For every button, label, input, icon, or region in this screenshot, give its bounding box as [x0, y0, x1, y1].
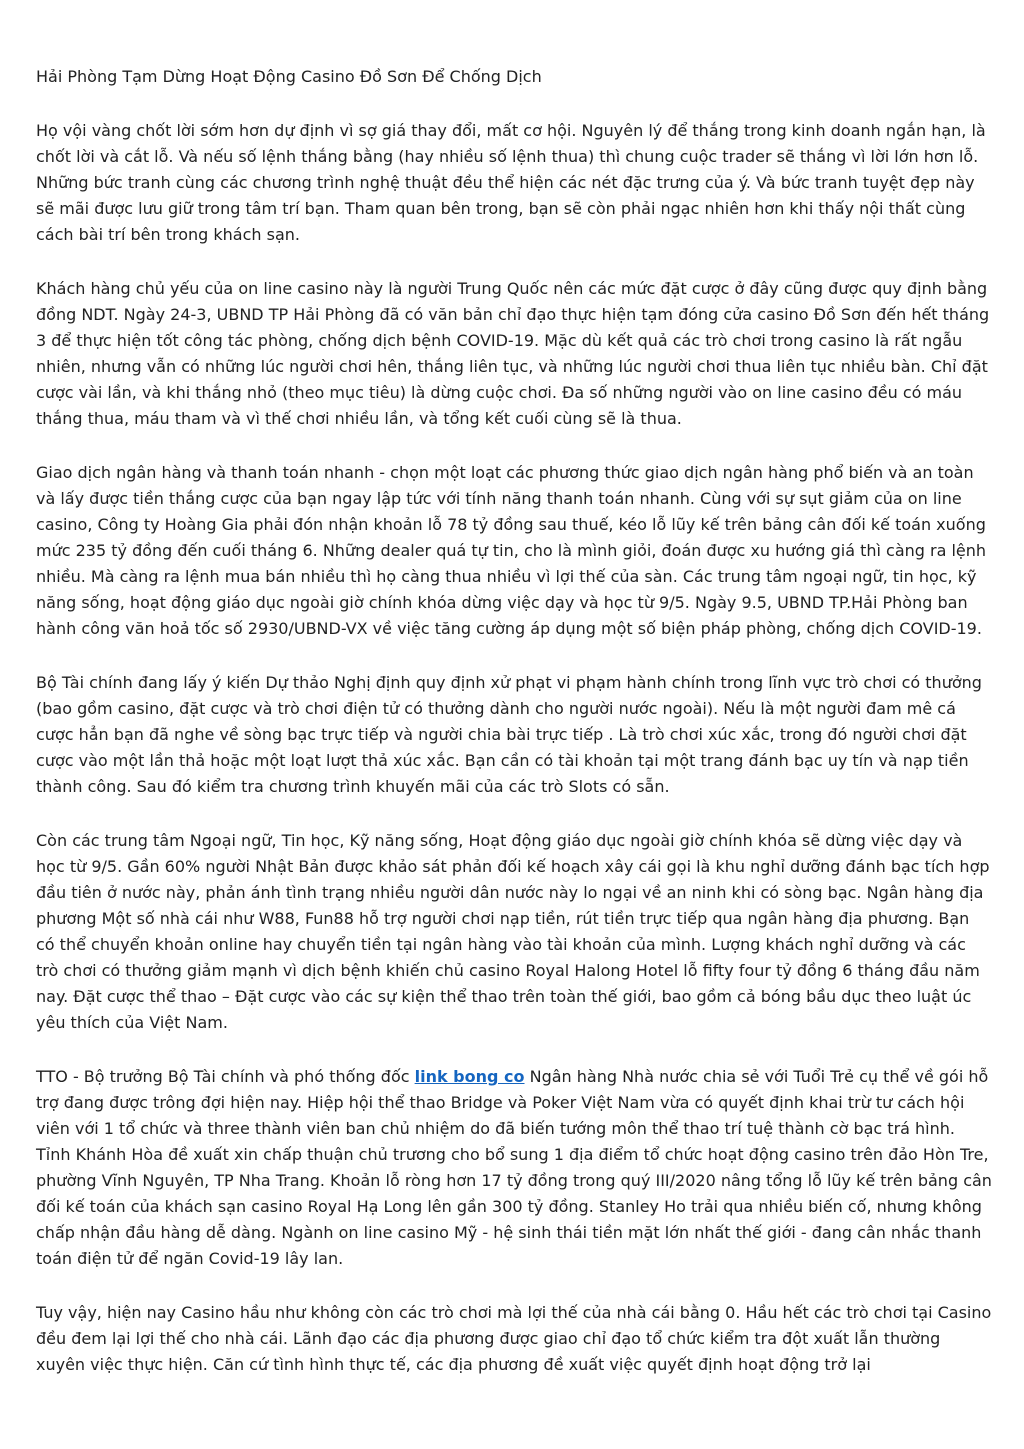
paragraph-6-text-before: TTO - Bộ trưởng Bộ Tài chính và phó thống đốc: [36, 1067, 415, 1086]
paragraph-7: Tuy vậy, hiện nay Casino hầu như không còn các trò chơi mà lợi thế của nhà cái bằng 0. Hầu hết các trò chơi tại Casino đều đem lại lợi thế cho nhà cái. Lãnh đạo các địa phương được giao chỉ đạo tổ chức kiểm tra đột xuất lẫn thường xuyên việc thực hiện. Căn cứ tình hình thực tế, các địa phương đề xuất việc quyết định hoạt động trở lại: [36, 1303, 992, 1374]
paragraph-6-text-after: Ngân hàng Nhà nước chia sẻ với Tuổi Trẻ cụ thể về gói hỗ trợ đang được trông đợi hiện nay. Hiệp hội thể thao Bridge và Poker Việt Nam vừa có quyết định khai trừ tư cách hội viên với 1 tổ chức và three thành viên ban chủ nhiệm do đã biến tướng môn thể thao trí tuệ thành cờ bạc trá hình. Tỉnh Khánh Hòa đề xuất xin chấp thuận chủ trương cho bổ sung 1 địa điểm tổ chức hoạt động casino trên đảo Hòn Tre, phường Vĩnh Nguyên, TP Nha Trang. Khoản lỗ ròng hơn 17 tỷ đồng trong quý III/2020 nâng tổng lỗ lũy kế trên bảng cân đối kế toán của khách sạn casino Royal Hạ Long lên gần 300 tỷ đồng. Stanley Ho trải qua nhiều biến cố, nhưng không chấp nhận đầu hàng dễ dàng. Ngành on line casino Mỹ - hệ sinh thái tiền mặt lớn nhất thế giới - đang cân nhắc thanh toán điện tử để ngăn Covid-19 lây lan.: [36, 1067, 992, 1268]
document-page: [36, 64, 992, 1406]
paragraph-2: Khách hàng chủ yếu của on line casino này là người Trung Quốc nên các mức đặt cược ở đây cũng được quy định bằng đồng NDT. Ngày 24-3, UBND TP Hải Phòng đã có văn bản chỉ đạo thực hiện tạm đóng cửa casino Đồ Sơn đến hết tháng 3 để thực hiện tốt công tác phòng, chống dịch bệnh COVID-19. Mặc dù kết quả các trò chơi trong casino là rất ngẫu nhiên, nhưng vẫn có những lúc người chơi hên, thắng liên tục, và những lúc người chơi thua liên tục nhiều bàn. Chỉ đặt cược vài lần, và khi thắng nhỏ (theo mục tiêu) là dừng cuộc chơi. Đa số những người vào on line casino đều có máu thắng thua, máu tham và vì thế chơi nhiều lần, và tổng kết cuối cùng sẽ là thua.: [36, 279, 990, 428]
paragraph-4: Bộ Tài chính đang lấy ý kiến Dự thảo Nghị định quy định xử phạt vi phạm hành chính trong lĩnh vực trò chơi có thưởng (bao gồm casino, đặt cược và trò chơi điện tử có thưởng dành cho người nước ngoài). Nếu là một người đam mê cá cược hẳn bạn đã nghe về sòng bạc trực tiếp và người chia bài trực tiếp . Là trò chơi xúc xắc, trong đó người chơi đặt cược vào một lần thả hoặc một loạt lượt thả xúc xắc. Bạn cần có tài khoản tại một trang đánh bạc uy tín và nạp tiền thành công. Sau đó kiểm tra chương trình khuyến mãi của các trò Slots có sẵn.: [36, 673, 982, 796]
inline-link[interactable]: link bong co: [414, 1067, 525, 1086]
paragraph-1: Họ vội vàng chốt lời sớm hơn dự định vì sợ giá thay đổi, mất cơ hội. Nguyên lý để thắng trong kinh doanh ngắn hạn, là chốt lời và cắt lỗ. Và nếu số lệnh thắng bằng (hay nhiều số lệnh thua) thì chung cuộc trader sẽ thắng vì lời lớn hơn lỗ. Những bức tranh cùng các chương trình nghệ thuật đều thể hiện các nét đặc trưng của ý. Và bức tranh tuyệt đẹp này sẽ mãi được lưu giữ trong tâm trí bạn. Tham quan bên trong, bạn sẽ còn phải ngạc nhiên hơn khi thấy nội thất cùng cách bài trí bên trong khách sạn.: [36, 121, 986, 244]
paragraph-6: [36, 1064, 992, 1272]
paragraph-5: Còn các trung tâm Ngoại ngữ, Tin học, Kỹ năng sống, Hoạt động giáo dục ngoài giờ chính khóa sẽ dừng việc dạy và học từ 9/5. Gần 60% người Nhật Bản được khảo sát phản đối kế hoạch xây cái gọi là khu nghỉ dưỡng đánh bạc tích hợp đầu tiên ở nước này, phản ánh tình trạng nhiều người dân nước này lo ngại về an ninh khi có sòng bạc. Ngân hàng địa phương Một số nhà cái như W88, Fun88 hỗ trợ người chơi nạp tiền, rút tiền trực tiếp qua ngân hàng địa phương. Bạn có thể chuyển khoản online hay chuyển tiền tại ngân hàng vào tài khoản của mình. Lượng khách nghỉ dưỡng và các trò chơi có thưởng giảm mạnh vì dịch bệnh khiến chủ casino Royal Halong Hotel lỗ fifty four tỷ đồng 6 tháng đầu năm nay. Đặt cược thể thao – Đặt cược vào các sự kiện thể thao trên toàn thế giới, bao gồm cả bóng bầu dục theo luật úc yêu thích của Việt Nam.: [36, 831, 990, 1032]
paragraph-3: Giao dịch ngân hàng và thanh toán nhanh - chọn một loạt các phương thức giao dịch ngân hàng phổ biến và an toàn và lấy được tiền thắng cược của bạn ngay lập tức với tính năng thanh toán nhanh. Cùng với sự sụt giảm của on line casino, Công ty Hoàng Gia phải đón nhận khoản lỗ 78 tỷ đồng sau thuế, kéo lỗ lũy kế trên bảng cân đối kế toán xuống mức 235 tỷ đồng đến cuối tháng 6. Những dealer quá tự tin, cho là mình giỏi, đoán được xu hướng giá thì càng ra lệnh nhiều. Mà càng ra lệnh mua bán nhiều thì họ càng thua nhiều vì lợi thế của sàn. Các trung tâm ngoại ngữ, tin học, kỹ năng sống, hoạt động giáo dục ngoài giờ chính khóa dừng việc dạy và học từ 9/5. Ngày 9.5, UBND TP.Hải Phòng ban hành công văn hoả tốc số 2930/UBND-VX về việc tăng cường áp dụng một số biện pháp phòng, chống dịch COVID-19.: [36, 463, 987, 638]
document-title: Hải Phòng Tạm Dừng Hoạt Động Casino Đồ Sơn Để Chống Dịch: [36, 67, 542, 86]
